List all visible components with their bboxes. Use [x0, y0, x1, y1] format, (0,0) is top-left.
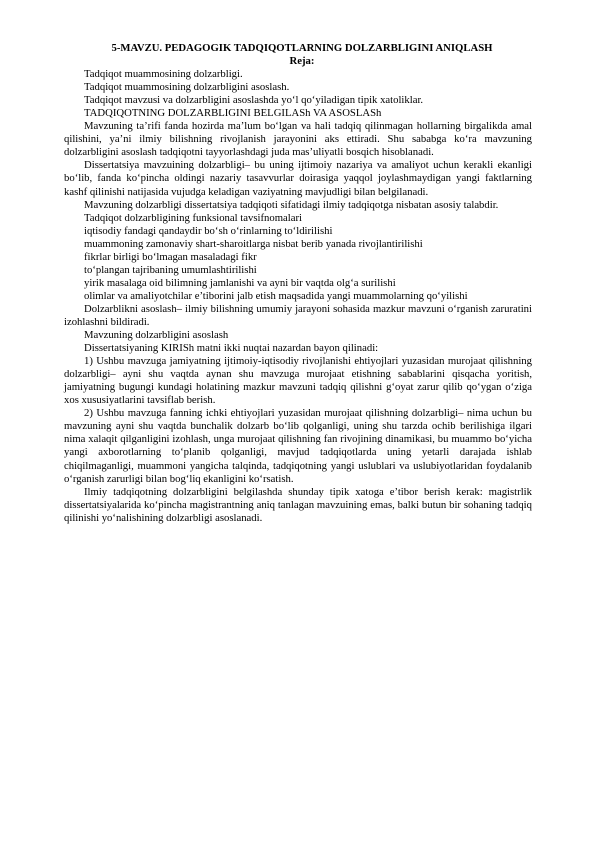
paragraph-point-1: 1) Ushbu mavzuga jamiyatning ijtimoiy-iqtisodiy rivojlanishi ehtiyojlari yuzasidan murojaat qilishning dolzarbligi– ayni shu vaqtda aynan shu mavzuga murojaat etishning sabablarini qisqacha yoritish, jamiyatning bugungi kundagi holatining mazkur mavzuni tadqiq qilishni g‘oyat zarur qilib qo‘ygan o‘ziga xos xususiyatlarini tavsiflab berish.: [64, 355, 532, 407]
document-body: [64, 42, 532, 525]
list-heading: Tadqiqot dolzarbligining funksional tavsifnomalari: [84, 211, 303, 224]
paragraph-point-2: 2) Ushbu mavzuga fanning ichki ehtiyojlari yuzasidan murojaat qilishning dolzarbligi– nima uchun bu mavzuning ayni shu vaqtda bunchalik dolzarb bo‘lib qolganligi, uning shu tarzda ochib berilishiga ilgari nima xalaqit qilganligini izohlash, unga murojaat qilishning fan rivojining dinamikasi, bu muammo bo‘yicha yangi axborotlarning to‘planib qolganligi, mavjud tadqiqotlarda uning yetarli darajada ishlab chiqilmaganligi, muammoni yangicha talqinda, tadqiqotning yangi uslublari va uslubiyotlaridan foydalanib o‘rganish zarurligi bilan bog‘liq ekanligini ko‘rsatish.: [64, 407, 532, 485]
paragraph-definition: Mavzuning ta’rifi fanda hozirda ma’lum bo‘lgan va hali tadqiq qilinmagan hollarning birgalikda amal qilishini, ya’ni ilmiy bilishning rivojlanish jarayonini aks ettiradi. Shu sababga ko‘ra mavzuning dolzarbligini asoslash tadqiqotni tayyorlashdagi juda mas’uliyatli bosqich hisoblanadi.: [64, 120, 532, 159]
list-item: muammoning zamonaviy shart-sharoitlarga nisbat berib yanada rivojlantirilishi: [84, 237, 423, 250]
sub-heading: Mavzuning dolzarbligini asoslash: [84, 329, 229, 342]
plan-heading: Reja:: [289, 55, 315, 68]
paragraph-intro: Dissertatsiyaning KIRISh matni ikki nuqtai nazardan bayon qilinadi:: [84, 342, 379, 355]
paragraph-basis: Mavzuning dolzarbligi dissertatsiya tadqiqoti sifatidagi ilmiy tadqiqotga nisbatan asosiy talabdir.: [84, 198, 499, 211]
paragraph-dissertation: Dissertatsiya mavzuining dolzarbligi– bu uning ijtimoiy nazariya va amaliyot uchun kerakli ekanligi bo‘lib, fanda ko‘pincha oldingi nazariy tasavvurlar doirasiga yaqqol joylashmaydigan yangi faktlarning kashf qilinishi natijasida vujudga keladigan vaziyatning mavjudligi bilan belgilanadi.: [64, 159, 532, 198]
list-item: yirik masalaga oid bilimning jamlanishi va ayni bir vaqtda olg‘a surilishi: [84, 276, 396, 289]
paragraph-justification: Dolzarblikni asoslash– ilmiy bilishning umumiy jarayoni sohasida mazkur mavzuni o‘rganish zaruratini izohlashni bildiradi.: [64, 302, 532, 328]
list-item: fikrlar birligi bo‘lmagan masaladagi fikr: [84, 250, 257, 263]
section-heading: TADQIQOTNING DOLZARBLIGINI BELGILASh VA ASOSLASh: [84, 107, 382, 120]
plan-item: Tadqiqot mavzusi va dolzarbligini asoslashda yo‘l qo‘yiladigan tipik xatoliklar.: [84, 94, 424, 107]
plan-item: Tadqiqot muammosining dolzarbligi.: [84, 68, 243, 81]
list-item: iqtisodiy fandagi qandaydir bo‘sh o‘rinlarning to‘ldirilishi: [84, 224, 333, 237]
document-title: 5-MAVZU. PEDAGOGIK TADQIQOTLARNING DOLZARBLIGINI ANIQLASH: [111, 42, 493, 54]
plan-item: Tadqiqot muammosining dolzarbligini asoslash.: [84, 81, 290, 94]
paragraph-errors: Ilmiy tadqiqotning dolzarbligini belgilashda shunday tipik xatoga e’tibor berish kerak: magistrlik dissertatsiyalarida ko‘pincha magistrantning aniq tanlagan mavzuining emas, balki butun bir sohaning tadqiq qilinishi yo‘nalishining dolzarbligi asoslanadi.: [64, 485, 532, 524]
list-item: olimlar va amaliyotchilar e’tiborini jalb etish maqsadida yangi muammolarning qo‘yilishi: [84, 289, 468, 302]
list-item: to‘plangan tajribaning umumlashtirilishi: [84, 263, 257, 276]
